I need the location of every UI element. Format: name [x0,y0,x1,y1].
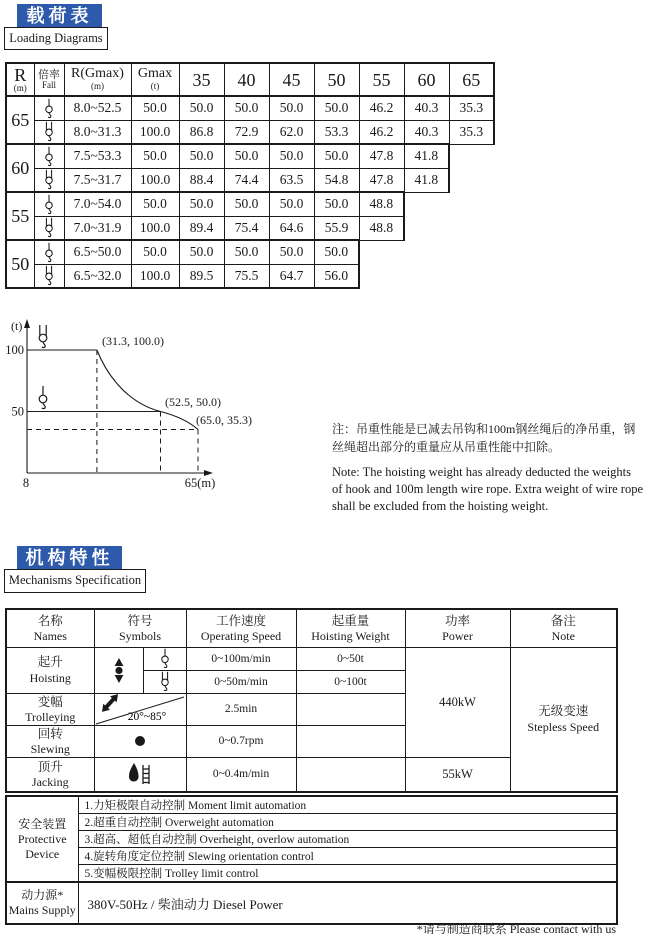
fall-cell [34,240,64,264]
mechanisms-table [5,608,618,793]
section-loading-title-en: Loading Diagrams [4,27,108,50]
loading-row-50-a [6,240,494,264]
hoisting-speed-2: 0~50m/min [186,670,296,693]
mech-col-note: 备注 Note [510,609,617,647]
section-mechanisms-title-en: Mechanisms Specification [4,569,146,593]
mech-col-speed: 工作速度 Operating Speed [186,609,296,647]
chart-double-hook-icon [39,325,47,348]
value-cell: 46.2 [359,96,404,120]
fall-single-hook-icon [42,98,56,119]
annotation-65-35: (65.0, 35.3) [196,413,252,427]
slewing-weight-empty [296,725,405,757]
void-cell [404,264,449,288]
hoisting-weight-2: 0~100t [296,670,405,693]
fall-double-hook-icon [158,671,172,692]
loading-table-body [6,96,494,288]
mech-col-names: 名称 Names [6,609,94,647]
void-cell [449,240,494,264]
y-tick-50: 50 [11,404,24,419]
chart-single-hook-icon [39,386,47,409]
range-cell: 7.5~31.7 [64,168,131,192]
range-cell: 6.5~32.0 [64,264,131,288]
loading-row-55-a [6,192,494,216]
mech-header-row [6,609,617,647]
mech-symbol-jacking [94,758,186,792]
col-header-rgmax: R(Gmax) (m) [64,63,131,96]
value-cell: 50.0 [179,192,224,216]
hoisting-updown-arrow-icon [112,657,126,684]
gmax-cell: 50.0 [131,96,179,120]
mech-col-power: 功率 Power [405,609,510,647]
protective-row-2 [6,814,617,831]
load-curve [97,350,198,430]
fall-cell [34,264,64,288]
mech-row-hoisting-a [6,647,617,670]
value-cell: 72.9 [224,120,269,144]
value-cell: 50.0 [269,96,314,120]
loading-row-65-b [6,120,494,144]
protective-row-1 [6,796,617,814]
fall-double-hook-icon [42,169,56,190]
void-cell [449,216,494,240]
mech-name-jacking: 顶升 Jacking [6,758,94,792]
protective-row-4 [6,848,617,865]
section-loading-title-zh: 载荷表 [17,4,102,28]
jacking-weight-empty [296,758,405,792]
protective-item-1: 1.力矩极限自动控制 Moment limit automation [78,796,617,814]
value-cell: 88.4 [179,168,224,192]
value-cell: 54.8 [314,168,359,192]
value-cell: 40.3 [404,96,449,120]
trolleying-angle-icon [95,694,185,725]
value-cell: 74.4 [224,168,269,192]
value-cell: 89.4 [179,216,224,240]
mech-symbol-hook-double [143,670,186,693]
mech-col-weight: 起重量 Hoisting Weight [296,609,405,647]
value-cell: 47.8 [359,168,404,192]
gmax-cell: 50.0 [131,240,179,264]
slewing-dot-icon [134,735,146,747]
jacking-speed: 0~0.4m/min [186,758,296,792]
fall-double-hook-icon [42,121,56,142]
mech-name-hoisting: 起升 Hoisting [6,647,94,693]
void-cell [404,216,449,240]
value-cell: 64.6 [269,216,314,240]
value-cell: 50.0 [269,240,314,264]
radius-cell: 60 [6,144,34,192]
void-cell [404,240,449,264]
void-cell [449,144,494,168]
x-end-label: 65(m) [184,476,216,490]
col-header-65: 65 [449,63,494,96]
mech-symbol-trolleying [94,693,186,725]
fall-single-hook-icon [42,242,56,263]
value-cell: 48.8 [359,216,404,240]
loading-row-55-b [6,216,494,240]
col-header-50: 50 [314,63,359,96]
gmax-cell: 100.0 [131,168,179,192]
hoisting-note-en: Note: The hoisting weight has already deducted the weights of hook and 100m length wire rope. Extra weight of wire rope shall be excluded from the hoisting weight. [332,465,644,513]
protective-row-5 [6,865,617,883]
fall-single-hook-icon [42,194,56,215]
value-cell: 50.0 [179,144,224,168]
mech-symbol-hook-single [143,647,186,670]
value-cell: 50.0 [314,240,359,264]
value-cell: 50.0 [314,96,359,120]
protective-item-5: 5.变幅极限控制 Trolley limit control [78,865,617,883]
value-cell: 50.0 [269,144,314,168]
col-header-gmax: Gmax (t) [131,63,179,96]
value-cell: 75.4 [224,216,269,240]
value-cell: 50.0 [314,144,359,168]
value-cell: 63.5 [269,168,314,192]
value-cell: 55.9 [314,216,359,240]
value-cell: 86.8 [179,120,224,144]
value-cell: 35.3 [449,120,494,144]
col-header-35: 35 [179,63,224,96]
gmax-cell: 100.0 [131,264,179,288]
void-cell [449,168,494,192]
annotation-31-100: (31.3, 100.0) [102,334,164,348]
range-cell: 7.5~53.3 [64,144,131,168]
trolleying-weight-empty [296,693,405,725]
value-cell: 50.0 [224,96,269,120]
void-cell [359,240,404,264]
mech-name-slewing: 回转 Slewing [6,725,94,757]
value-cell: 62.0 [269,120,314,144]
col-header-55: 55 [359,63,404,96]
loading-table [5,62,495,289]
value-cell: 50.0 [224,240,269,264]
hoisting-note-zh: 注：吊重性能是已减去吊钩和100m钢丝绳后的净吊重，钢丝绳超出部分的重量应从吊重性能中扣除。 [332,422,636,454]
value-cell: 50.0 [269,192,314,216]
fall-double-hook-icon [42,265,56,286]
value-cell: 50.0 [314,192,359,216]
jacking-icon [127,762,153,786]
value-cell: 50.0 [179,240,224,264]
mains-value-cell: 380V-50Hz / 柴油动力 Diesel Power [78,882,617,924]
void-cell [359,264,404,288]
protective-item-2: 2.超重自动控制 Overweight automation [78,814,617,831]
gmax-cell: 100.0 [131,216,179,240]
value-cell: 48.8 [359,192,404,216]
value-cell: 75.5 [224,264,269,288]
value-cell: 46.2 [359,120,404,144]
col-header-fall: 倍率 Fall [34,63,64,96]
y-axis-unit-label: (t) [11,319,23,333]
loading-row-60-b [6,168,494,192]
value-cell: 50.0 [224,144,269,168]
range-cell: 7.0~31.9 [64,216,131,240]
mech-name-trolleying: 变幅 Trolleying [6,693,94,725]
protective-row-3 [6,831,617,848]
protective-item-3: 3.超高、超低自动控制 Overheight, overlow automation [78,831,617,848]
range-cell: 6.5~50.0 [64,240,131,264]
power-main-cell: 440kW [405,647,510,758]
value-cell: 35.3 [449,96,494,120]
fall-cell [34,168,64,192]
mains-row [6,882,617,924]
value-cell: 64.7 [269,264,314,288]
fall-single-hook-icon [42,146,56,167]
void-cell [449,192,494,216]
void-cell [404,192,449,216]
col-header-radius: R (m) [6,63,34,96]
radius-cell: 50 [6,240,34,288]
col-header-60: 60 [404,63,449,96]
slewing-speed: 0~0.7rpm [186,725,296,757]
range-cell: 8.0~52.5 [64,96,131,120]
power-jacking-cell: 55kW [405,758,510,792]
gmax-cell: 50.0 [131,192,179,216]
hoisting-speed-1: 0~100m/min [186,647,296,670]
value-cell: 41.8 [404,168,449,192]
mains-name-cell: 动力源* Mains Supply [6,882,78,924]
x-origin-label: 8 [22,476,30,490]
value-cell: 50.0 [224,192,269,216]
trolleying-angle-label: 20°~85° [127,710,167,723]
gmax-cell: 100.0 [131,120,179,144]
y-axis-arrow-icon [24,319,30,328]
y-tick-100: 100 [5,343,24,357]
fall-double-hook-icon [42,217,56,238]
contact-footnote: *请与制造商联系 Please contact with us [416,922,616,936]
mech-col-symbols: 符号 Symbols [94,609,186,647]
fall-cell [34,120,64,144]
value-cell: 56.0 [314,264,359,288]
fall-single-hook-icon [158,648,172,669]
value-cell: 41.8 [404,144,449,168]
col-header-40: 40 [224,63,269,96]
section-mechanisms-title-zh: 机构特性 [17,546,122,570]
annotation-52-50: (52.5, 50.0) [165,395,221,409]
fall-cell [34,192,64,216]
loading-row-65-a [6,96,494,120]
note-cell: 无级变速 Stepless Speed [510,647,617,792]
fall-cell [34,144,64,168]
protective-device-table [5,795,618,883]
trolleying-speed: 2.5min [186,693,296,725]
hoisting-weight-1: 0~50t [296,647,405,670]
value-cell: 89.5 [179,264,224,288]
gmax-cell: 50.0 [131,144,179,168]
loading-table-header-row [6,63,494,96]
range-cell: 7.0~54.0 [64,192,131,216]
mains-supply-table [5,881,618,925]
mech-symbol-hoisting [94,647,143,693]
hoisting-note [332,420,644,515]
protective-name-cell: 安全装置 Protective Device [6,796,78,882]
col-header-45: 45 [269,63,314,96]
value-cell: 47.8 [359,144,404,168]
fall-cell [34,216,64,240]
void-cell [449,264,494,288]
radius-cell: 65 [6,96,34,144]
range-cell: 8.0~31.3 [64,120,131,144]
radius-cell: 55 [6,192,34,240]
protective-item-4: 4.旋转角度定位控制 Slewing orientation control [78,848,617,865]
value-cell: 50.0 [179,96,224,120]
mech-symbol-slewing [94,725,186,757]
loading-row-60-a [6,144,494,168]
load-curve-chart [3,316,333,501]
value-cell: 53.3 [314,120,359,144]
loading-row-50-b [6,264,494,288]
value-cell: 40.3 [404,120,449,144]
fall-cell [34,96,64,120]
